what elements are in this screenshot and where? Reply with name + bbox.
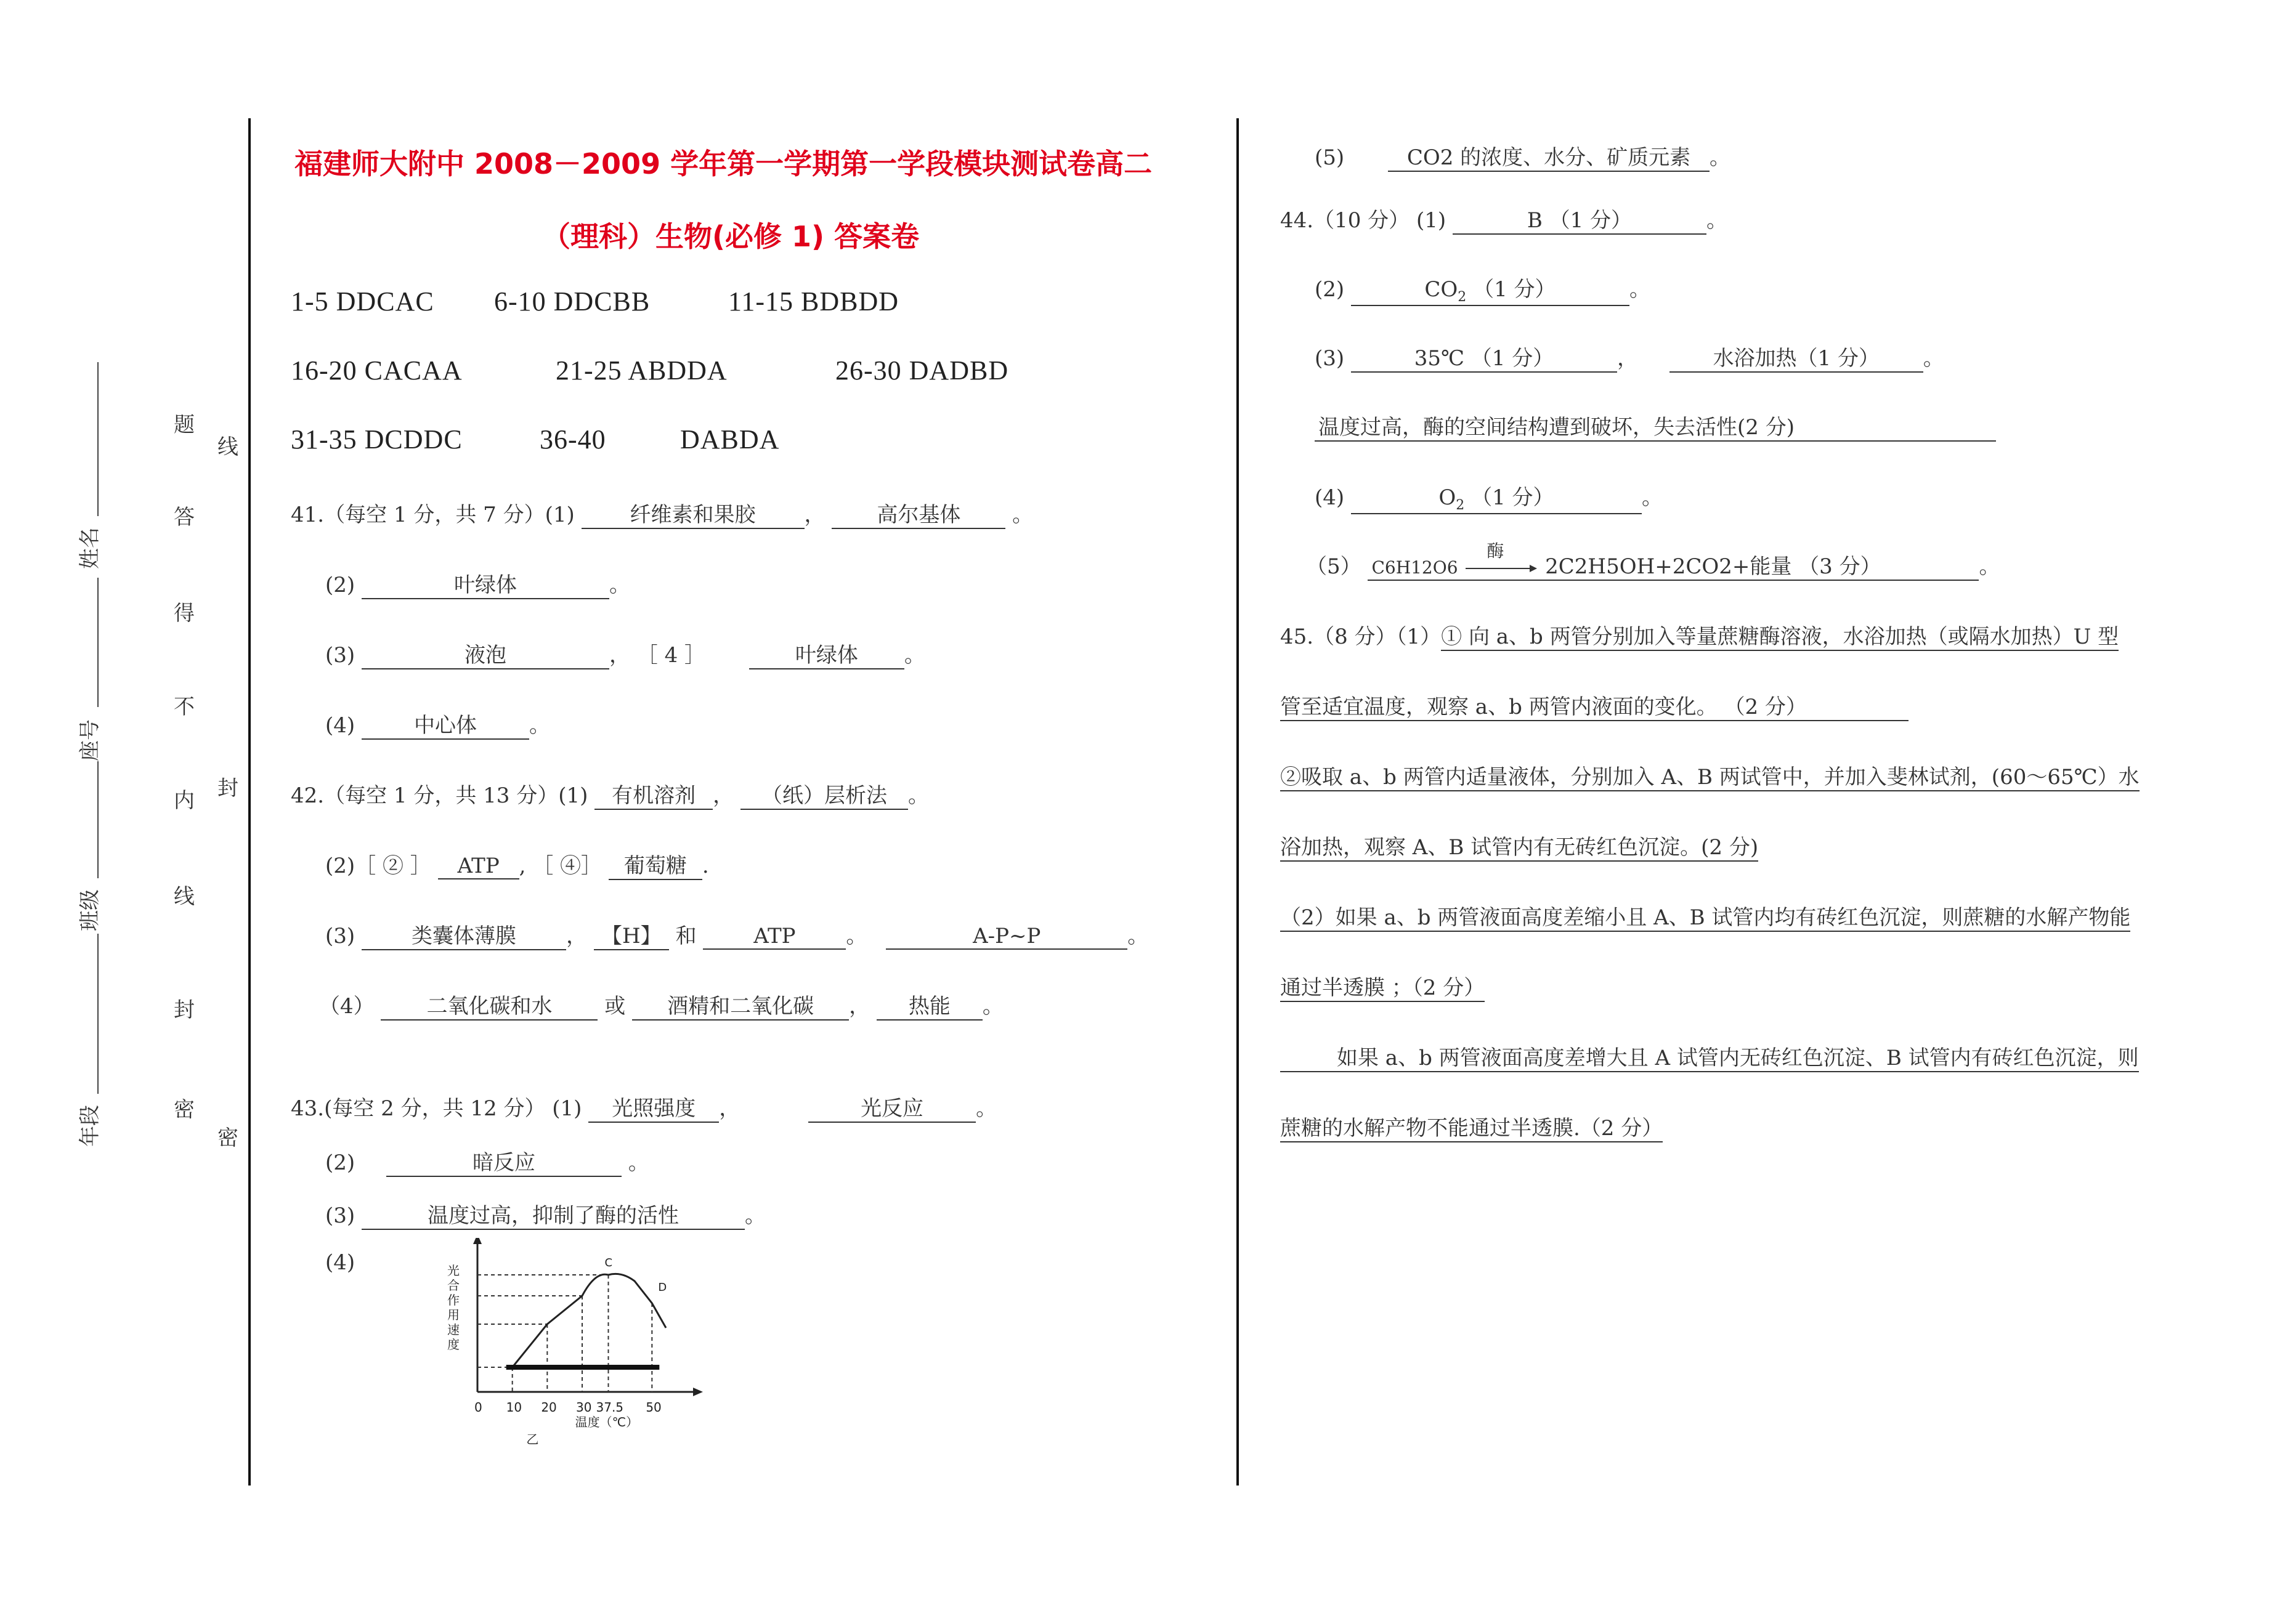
y-axis-label-char: 作 [447, 1293, 460, 1308]
seal-char: 线 [174, 884, 195, 909]
q44-line3: (3) 35℃ （1 分） ， 水浴加热（1 分） 。 [1315, 341, 1944, 373]
x-axis-label: 温度（℃） [575, 1415, 639, 1429]
mc-group: DABDA [680, 424, 780, 455]
q43-part-label: (2) [325, 1150, 355, 1175]
subscript: 2 [1456, 497, 1465, 513]
q45-answer: 如果 a、b 两管液面高度差增大且 A 试管内无砖红色沉淀、B 试管内有砖红色沉淀，则 [1280, 1041, 2139, 1072]
arrow-icon [1464, 562, 1538, 575]
q41-line1: 41.（每空 1 分，共 7 分）(1) 纤维素和果胶 ， 高尔基体 。 [291, 498, 1033, 529]
q43-part-label: (3) [325, 1203, 355, 1228]
q45-line4 [1280, 830, 1758, 862]
q42-answer: 酒精和二氧化碳 [632, 989, 849, 1021]
q44-answer-text: （1 分） [1466, 277, 1556, 302]
mc-group: 1-5 DDCAC [291, 286, 434, 317]
mc-group: 6-10 DDCBB [494, 286, 651, 317]
q42-answer: A-P~P [886, 924, 1127, 950]
x-tick-label: 0 [474, 1400, 482, 1415]
q44-answer: B （1 分） [1453, 203, 1706, 235]
q42-answer: 热能 [877, 989, 983, 1021]
center-divider-line [1236, 118, 1239, 1486]
q42-line1: 42.（每空 1 分，共 13 分）(1) 有机溶剂 ， （纸）层析法 。 [291, 778, 929, 810]
q42-answer: ATP [703, 924, 846, 950]
q45-answer: ②吸取 a、b 两管内适量液体，分别加入 A、B 两试管中，并加入斐林试剂，(60～65℃）水 [1280, 760, 2140, 791]
q42-answer: 类囊体薄膜 [362, 919, 566, 950]
q42-line2: (2)［ ② ］ ATP , ［ ④］ 葡萄糖 . [325, 849, 709, 880]
q41-part-label: (4) [325, 713, 355, 738]
grade-field-line[interactable] [97, 934, 99, 1094]
q44-line5: （5） C6H12O6 酶 2C2H5OH+2CO2+能量 （3 分） 。 [1306, 549, 2000, 581]
q45-answer: （2）如果 a、b 两管液面高度差缩小且 A、B 试管内均有砖红色沉淀，则蔗糖的水解产物能 [1280, 900, 2130, 932]
q41-answer: 纤维素和果胶 [582, 498, 805, 529]
q45-line6 [1280, 971, 1485, 1002]
class-field-label: 班级 [78, 889, 102, 931]
y-axis-label-char: 速 [447, 1322, 460, 1337]
left-margin-line [248, 118, 251, 1486]
q42-line4: （4） 二氧化碳和水 或 酒精和二氧化碳 ， 热能 。 [319, 989, 1004, 1021]
seal-char-right: 线 [217, 435, 238, 459]
q41-answer: 中心体 [362, 708, 529, 740]
mc-group: 26-30 DADBD [835, 355, 1009, 386]
point-label-c: C [604, 1256, 613, 1269]
q42-or: 或 [604, 994, 626, 1019]
mc-row1 [291, 286, 899, 317]
q42-answer: 葡萄糖 [609, 849, 702, 880]
x-tick-label: 30 [576, 1400, 592, 1415]
seal-char: 密 [174, 1098, 195, 1122]
q42-part-label: ［ ④］ [532, 854, 602, 878]
q43-part4-label: (4) [325, 1250, 355, 1275]
q42-line3: (3) 类囊体薄膜 ， 【H】 和 ATP 。 A-P~P 。 [325, 919, 1148, 950]
q43-answer: 光反应 [808, 1091, 976, 1123]
y-axis-label-char: 用 [447, 1308, 460, 1322]
q44-enzyme: 酶 [1487, 541, 1504, 561]
q42-answer: 二氧化碳和水 [381, 989, 598, 1021]
mc-group: 36-40 [540, 424, 606, 455]
temperature-chart [444, 1238, 727, 1447]
q42-answer: 【H】 [594, 919, 669, 950]
q41-line4: (4) 中心体 。 [325, 708, 550, 740]
q42-head: 42.（每空 1 分，共 13 分）(1) [291, 783, 588, 808]
seal-char-right: 封 [217, 776, 238, 801]
q44-answer: 水浴加热（1 分） [1669, 341, 1923, 373]
q41-answer: 叶绿体 [749, 638, 904, 669]
q41-part-label: (3) [325, 643, 355, 668]
q44-line1: 44.（10 分） (1) B （1 分） 。 [1280, 203, 1727, 235]
q45-line5 [1280, 900, 2130, 932]
q41-line2: (2) 叶绿体 。 [325, 568, 630, 599]
q44-line4: (4) $O_2$ （1 分） 。 [1315, 480, 1663, 514]
name-field-line[interactable] [97, 362, 99, 516]
mc-group: 16-20 CACAA [291, 355, 463, 386]
q45-answer: 蔗糖的水解产物不能通过半透膜.（2 分） [1280, 1111, 1663, 1142]
q43-answer: CO2 的浓度、水分、矿质元素 [1388, 140, 1710, 172]
q44-eq-right: 2C2H5OH+2CO2+能量 （3 分） [1545, 554, 1881, 579]
q44-line2: (2) $CO_2$ （1 分） 。 [1315, 272, 1650, 306]
q41-line3: (3) 液泡 ， ［ 4 ］ 叶绿体 。 [325, 638, 925, 669]
q45-line2 [1280, 690, 1909, 721]
q41-answer: 高尔基体 [832, 498, 1005, 529]
q43-answer: 暗反应 [386, 1146, 622, 1177]
q43-answer: 温度过高，抑制了酶的活性 [362, 1199, 745, 1230]
q44-line3b [1315, 410, 1996, 442]
q44-answer: 35℃ （1 分） [1351, 341, 1617, 373]
y-axis-label-char: 合 [447, 1278, 460, 1293]
q44-answer [1351, 272, 1629, 306]
q43-line3: (3) 温度过高，抑制了酶的活性 。 [325, 1199, 766, 1230]
q45-line1 [1280, 620, 2119, 651]
q44-answer-text: CO [1424, 277, 1458, 302]
q42-and: 和 [675, 924, 697, 948]
y-axis-label-char: 度 [447, 1337, 460, 1352]
q45-answer: ① 向 a、b 两管分别加入等量蔗糖酶溶液，水浴加热（或隔水加热）U 型 [1441, 620, 2119, 651]
q42-part-label: （4） [319, 994, 375, 1019]
subscript: 2 [1458, 289, 1467, 305]
q43-line5: (5) CO2 的浓度、水分、矿质元素 。 [1315, 140, 1730, 172]
q44-part-label: (4) [1315, 485, 1345, 510]
q45-line8 [1280, 1111, 1663, 1142]
q43-line1: 43.(每空 2 分，共 12 分） (1) 光照强度 ， 光反应 。 [291, 1091, 997, 1123]
page-title-line1: 福建师大附中 2008－2009 学年第一学期第一学段模块测试卷高二 [294, 147, 1153, 180]
mc-row3 [291, 424, 780, 455]
mc-group: 31-35 DCDDC [291, 424, 463, 455]
q44-eq-left: C6H12O6 [1371, 557, 1458, 578]
q45-line3 [1280, 760, 2140, 791]
q42-part-label: (2)［ ② ］ [325, 854, 431, 878]
grade-field-label: 年段 [78, 1105, 102, 1147]
x-tick-label: 50 [646, 1400, 662, 1415]
q41-answer: 液泡 [362, 638, 609, 669]
mc-group: 21-25 ABDDA [556, 355, 728, 386]
q41-head: 41.（每空 1 分，共 7 分）(1) [291, 503, 575, 527]
q45-answer: 通过半透膜 ；（2 分） [1280, 971, 1485, 1002]
seat-field-line[interactable] [97, 578, 99, 707]
q44-head: 44.（10 分） (1) [1280, 208, 1446, 233]
mc-row2 [291, 355, 1009, 386]
q44-answer-text: （1 分） [1464, 485, 1554, 510]
y-axis-label-char: 光 [447, 1263, 460, 1278]
x-tick-label: 20 [541, 1400, 557, 1415]
q45-answer: 管至适宜温度，观察 a、b 两管内液面的变化。 （2 分） [1280, 690, 1909, 721]
q43-head: 43.(每空 2 分，共 12 分） (1) [291, 1096, 582, 1121]
q43-answer: 光照强度 [588, 1091, 719, 1123]
curve-series [513, 1274, 666, 1367]
q44-part-label: (2) [1315, 277, 1345, 302]
q42-answer: ATP [438, 854, 519, 879]
seal-char: 不 [174, 695, 195, 719]
q42-answer: （纸）层析法 [740, 778, 908, 810]
q45-line7 [1280, 1041, 2139, 1072]
class-field-line[interactable] [97, 761, 99, 878]
q44-answer-text: O [1438, 485, 1456, 510]
seal-char: 得 [174, 601, 195, 626]
q42-answer: 有机溶剂 [594, 778, 713, 810]
q45-answer: 浴加热，观察 A、B 试管内有无砖红色沉淀。(2 分) [1280, 830, 1758, 862]
point-label-d: D [658, 1281, 667, 1294]
y-axis-arrow [473, 1238, 482, 1244]
q42-part-label: (3) [325, 924, 355, 948]
q41-bracket: ［ 4 ］ [636, 643, 706, 668]
seal-char: 题 [174, 413, 195, 437]
q44-part-label: （5） [1306, 554, 1361, 579]
q44-answer: 温度过高，酶的空间结构遭到破坏，失去活性(2 分) [1315, 410, 1996, 442]
q44-equation [1368, 541, 1979, 581]
q44-answer [1351, 480, 1642, 514]
q45-head: 45.（8 分）（1） [1280, 625, 1442, 649]
q44-part-label: (3) [1315, 346, 1345, 371]
seat-field-label: 座号 [78, 719, 102, 761]
reaction-arrow [1464, 541, 1538, 577]
seal-char: 答 [174, 505, 195, 530]
x-tick-label: 37.5 [596, 1400, 624, 1415]
q43-line2: (2) 暗反应 。 [325, 1146, 649, 1177]
q41-part-label: (2) [325, 573, 355, 597]
mc-group: 11-15 BDBDD [728, 286, 899, 317]
chart-caption: 乙 [526, 1432, 539, 1447]
seal-char: 内 [174, 788, 195, 813]
x-axis-arrow [693, 1388, 703, 1396]
page-title-line2: （理科）生物(必修 1) 答案卷 [542, 220, 920, 253]
q43-part-label: (5) [1315, 145, 1345, 170]
seal-char: 封 [174, 998, 195, 1022]
q41-answer: 叶绿体 [362, 568, 609, 599]
x-tick-label: 10 [506, 1400, 522, 1415]
name-field-label: 姓名 [78, 527, 102, 569]
seal-char-right: 密 [217, 1126, 238, 1150]
